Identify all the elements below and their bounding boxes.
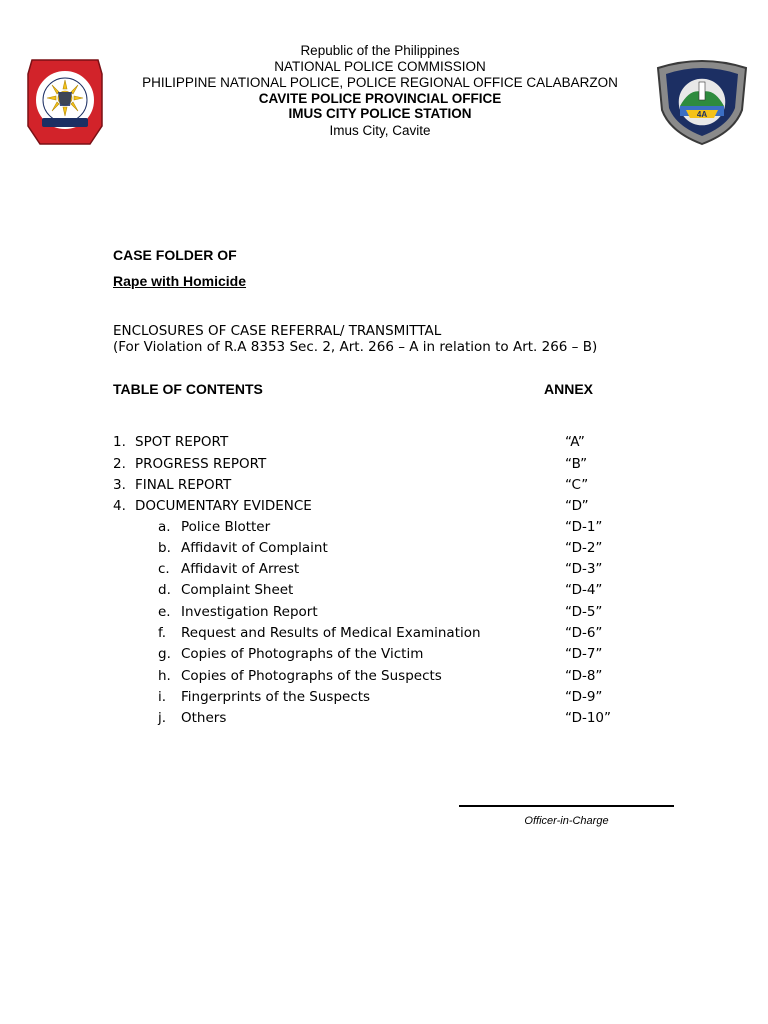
toc-item — [0, 434, 768, 455]
toc-subitem-label: Fingerprints of the Suspects — [181, 689, 371, 705]
toc-subitem — [0, 604, 768, 625]
toc-item — [0, 477, 768, 498]
toc-subitem-letter: c. — [158, 561, 170, 577]
toc-subitem — [0, 519, 768, 540]
toc-subitem-letter: e. — [158, 604, 171, 620]
toc-item-annex: “A” — [565, 434, 585, 450]
toc-subitem-label: Affidavit of Arrest — [181, 561, 300, 577]
pro4a-seal-icon — [650, 58, 754, 146]
toc-subitem-annex: “D-2” — [565, 540, 603, 556]
toc-item — [0, 456, 768, 477]
toc-subitem-label: Copies of Photographs of the Suspects — [181, 668, 442, 684]
toc-subitem-letter: a. — [158, 519, 171, 535]
header-napolcom: NATIONAL POLICE COMMISSION — [274, 59, 486, 74]
toc-item-label: PROGRESS REPORT — [135, 456, 267, 472]
header-location: Imus City, Cavite — [329, 123, 431, 138]
toc-subitem-label: Affidavit of Complaint — [181, 540, 328, 556]
toc-subitem-label: Investigation Report — [181, 604, 318, 620]
header-republic: Republic of the Philippines — [300, 43, 460, 58]
header-pnp-region: PHILIPPINE NATIONAL POLICE, POLICE REGIONAL OFFICE CALABARZON — [142, 75, 618, 90]
toc-subitem-annex: “D-10” — [565, 710, 612, 726]
toc-item-number: 4. — [113, 498, 126, 514]
toc-item-number: 3. — [113, 477, 126, 493]
svg-text:4A: 4A — [696, 110, 708, 119]
toc-subitem — [0, 625, 768, 646]
toc-subitem — [0, 646, 768, 667]
toc-subitem-letter: i. — [158, 689, 167, 705]
toc-subitem-label: Complaint Sheet — [181, 582, 294, 598]
toc-item-annex: “B” — [565, 456, 588, 472]
toc-subitem-annex: “D-5” — [565, 604, 603, 620]
toc-subitem-letter: h. — [158, 668, 171, 684]
toc-item — [0, 498, 768, 519]
toc-subitem-label: Request and Results of Medical Examination — [181, 625, 481, 641]
annex-heading: ANNEX — [544, 381, 594, 397]
toc-subitem — [0, 561, 768, 582]
toc-subitem-annex: “D-9” — [565, 689, 603, 705]
toc-subitem-annex: “D-8” — [565, 668, 603, 684]
toc-item-label: FINAL REPORT — [135, 477, 232, 493]
toc-item-label: DOCUMENTARY EVIDENCE — [135, 498, 312, 514]
toc-subitem-annex: “D-6” — [565, 625, 603, 641]
case-folder-label: CASE FOLDER OF — [113, 247, 237, 263]
toc-subitem-label: Others — [181, 710, 227, 726]
header-police-station: IMUS CITY POLICE STATION — [288, 106, 472, 121]
toc-subitem-annex: “D-1” — [565, 519, 603, 535]
toc-heading: TABLE OF CONTENTS — [113, 381, 263, 397]
toc-item-number: 1. — [113, 434, 126, 450]
toc-subitem — [0, 540, 768, 561]
enclosures-violation: (For Violation of R.A 8353 Sec. 2, Art. 266 – A in relation to Art. 266 – B) — [113, 339, 598, 355]
toc-item-annex: “D” — [565, 498, 589, 514]
toc-subitem-annex: “D-7” — [565, 646, 603, 662]
toc-subitem — [0, 582, 768, 603]
toc-subitem — [0, 710, 768, 731]
toc-item-number: 2. — [113, 456, 126, 472]
case-title: Rape with Homicide — [113, 273, 247, 289]
pnp-seal-icon — [24, 56, 106, 148]
toc-subitem — [0, 689, 768, 710]
toc-subitem-letter: d. — [158, 582, 171, 598]
enclosures-heading: ENCLOSURES OF CASE REFERRAL/ TRANSMITTAL — [113, 323, 442, 339]
toc-subitem-annex: “D-3” — [565, 561, 603, 577]
toc-subitem-label: Police Blotter — [181, 519, 271, 535]
toc-subitem-letter: g. — [158, 646, 171, 662]
toc-subitem — [0, 668, 768, 689]
toc-subitem-letter: f. — [158, 625, 167, 641]
signature-label: Officer-in-Charge — [524, 815, 609, 827]
header-provincial-office: CAVITE POLICE PROVINCIAL OFFICE — [258, 91, 502, 106]
toc-item-annex: “C” — [565, 477, 589, 493]
toc-subitem-letter: b. — [158, 540, 171, 556]
toc-item-label: SPOT REPORT — [135, 434, 229, 450]
toc-subitem-annex: “D-4” — [565, 582, 603, 598]
toc-subitem-letter: j. — [158, 710, 167, 726]
toc-subitem-label: Copies of Photographs of the Victim — [181, 646, 424, 662]
signature-line — [459, 805, 674, 807]
